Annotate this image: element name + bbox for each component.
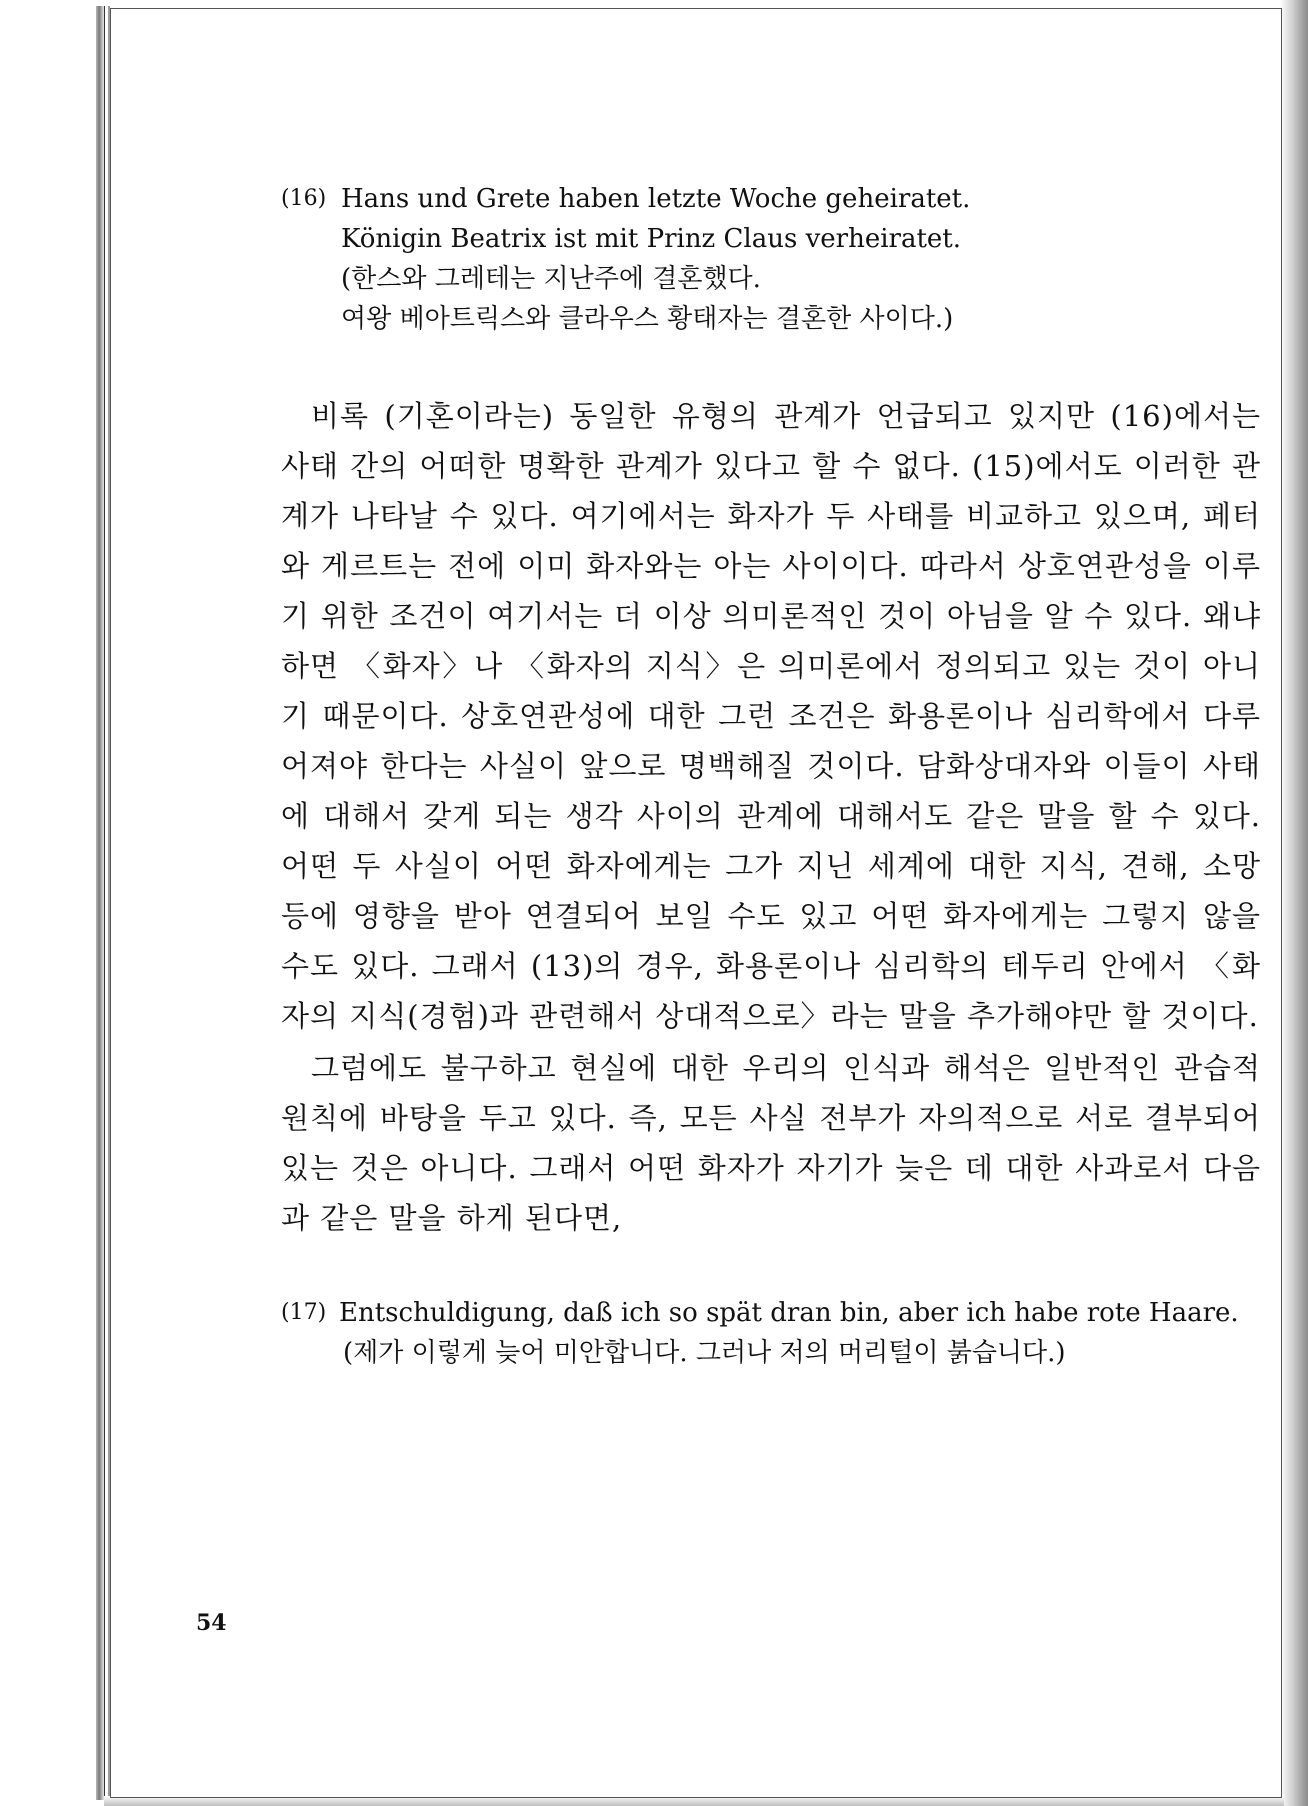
book-page xyxy=(110,8,1282,1798)
example-lines xyxy=(339,1293,1261,1373)
example-line: Hans und Grete haben letzte Woche geheiratet. xyxy=(341,184,971,214)
example-line: (제가 이렇게 늦어 미안합니다. 그러나 저의 머리털이 붉습니다.) xyxy=(343,1338,1066,1368)
example-number: (16) xyxy=(281,186,327,211)
example-line: Königin Beatrix ist mit Prinz Claus verheiratet. xyxy=(341,224,962,254)
paragraph-text: 그럼에도 불구하고 현실에 대한 우리의 인식과 해석은 일반적인 관습적 원칙에 바탕을 두고 있다. 즉, 모든 사실 전부가 자의적으로 서로 결부되어 있는 것은 아니다. 그래서 어떤 화자가 자기가 늦은 데 대한 사과로서 다음과 같은 말을 하게 된다면, xyxy=(281,1051,1261,1235)
book-spine xyxy=(96,6,105,1800)
paragraph-text: 비록 (기혼이라는) 동일한 유형의 관계가 언급되고 있지만 (16)에서는 사태 간의 어떠한 명확한 관계가 있다고 할 수 없다. (15)에서도 이러한 관계가 나타날 수 있다. 여기에서는 화자가 두 사태를 비교하고 있으며, 페터와 게르트는 전에 이미 화자와는 아는 사이이다. 따라서 상호연관성을 이루기 위한 조건이 여기서는 더 이상 의미론적인 것이 아님을 알 수 있다. 왜냐하면 〈화자〉나 〈화자의 지식〉은 의미론에서 정의되고 있는 것이 아니기 때문이다. 상호연관성에 대한 그런 조건은 화용론이나 심리학에서 다루어져야 한다는 사실이 앞으로 명백해질 것이다. 담화상대자와 이들이 사태에 대해서 갖게 되는 생각 사이의 관계에 대해서도 같은 말을 할 수 있다. 어떤 두 사실이 어떤 화자에게는 그가 지닌 세계에 대한 지식, 견해, 소망 등에 영향을 받아 연결되어 보일 수도 있고 어떤 화자에게는 그렇지 않을 수도 있다. 그래서 (13)의 경우, 화용론이나 심리학의 테두리 안에서 〈화자의 지식(경험)과 관련해서 상대적으로〉라는 말을 추가해야만 할 것이다. xyxy=(281,399,1261,1033)
example-number: (17) xyxy=(281,1300,327,1325)
page-number: 54 xyxy=(196,1610,227,1636)
example-lines xyxy=(341,179,1261,339)
example-line: 여왕 베아트릭스와 클라우스 황태자는 결혼한 사이다.) xyxy=(341,304,954,334)
page-content xyxy=(281,179,1261,1373)
example-line: Entschuldigung, daß ich so spät dran bin, aber ich habe rote Haare. xyxy=(339,1298,1239,1328)
example-16 xyxy=(281,179,1261,339)
page-shadow-right xyxy=(1280,0,1308,1806)
body-paragraph xyxy=(281,391,1261,1041)
example-line: (한스와 그레테는 지난주에 결혼했다. xyxy=(341,264,761,294)
example-17 xyxy=(281,1293,1261,1373)
body-paragraph xyxy=(281,1043,1261,1243)
